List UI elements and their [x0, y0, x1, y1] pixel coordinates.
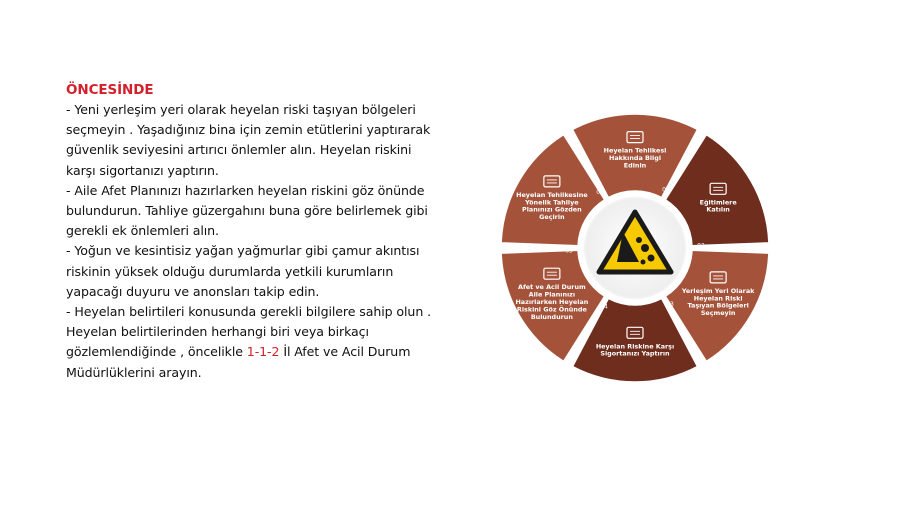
- segment-label-01: Heyelan Tehlikesi Hakkında Bilgi Edinin: [603, 146, 667, 170]
- segment-label-03: Yerleşim Yeri Olarak Heyelan Riski Taşıyan Bölgeleri Seçmeyin: [681, 286, 755, 318]
- segment-number-05: 05: [565, 247, 573, 255]
- segment-number-01: 01: [662, 186, 670, 194]
- segment-label-02: Eğitimlere Katılın: [699, 198, 737, 214]
- segment-number-03: 03: [666, 300, 674, 308]
- heading: ÖNCESİNDE: [66, 82, 154, 98]
- paragraph-4-text: - Heyelan belirtileri konusunda gerekli bilgilere sahip olun . Heyelan belirtilerinden herhangi biri veya birkaçı gözlemlendiğinde , öncelikle: [66, 304, 432, 360]
- segment-number-06: 06: [596, 189, 604, 197]
- paragraph-2: - Aile Afet Planınızı hazırlarken heyelan riskini göz önünde bulundurun. Tahliye güzergahını buna göre belirlemek gibi gerekli ek önlemleri alın.: [66, 182, 428, 239]
- paragraph-3: - Yoğun ve kesintisiz yağan yağmurlar gibi çamur akıntısı riskinin yüksek olduğu durumlarda yetkili kurumların yapacağı duyuru ve anonsları takip edin.: [66, 243, 420, 299]
- text-content: [66, 80, 438, 383]
- emergency-number: 1-1-2: [246, 344, 280, 360]
- paragraph-1: - Yeni yerleşim yeri olarak heyelan riski taşıyan bölgeleri seçmeyin . Yaşadığınız bina için zemin etütlerini yaptırarak güvenlik seviyesini artırıcı önlemler alın. Heyelan riskini karşı sigortanızı yaptırın.: [66, 102, 431, 178]
- wheel-graphic: [499, 112, 771, 384]
- segment-label-05: Afet ve Acil Durum Aile Planınızı Hazırlarken Heyelan Riskini Göz Önünde Bulundurun: [515, 283, 589, 321]
- segment-label-06: Heyelan Tehlikesine Yönelik Tahliye Planınızı Gözden Geçirin: [516, 190, 588, 222]
- segment-label-04: Heyelan Riskine Karşı Sigortanızı Yaptırın: [595, 342, 675, 358]
- paragraph-4: [66, 302, 438, 383]
- segment-number-04: 04: [600, 303, 608, 311]
- landslide-steps-wheel: [499, 112, 771, 384]
- paragraph-4-end: İl Afet ve Acil Durum Müdürlüklerini arayın.: [66, 344, 411, 380]
- segment-number-02: 02: [697, 242, 705, 250]
